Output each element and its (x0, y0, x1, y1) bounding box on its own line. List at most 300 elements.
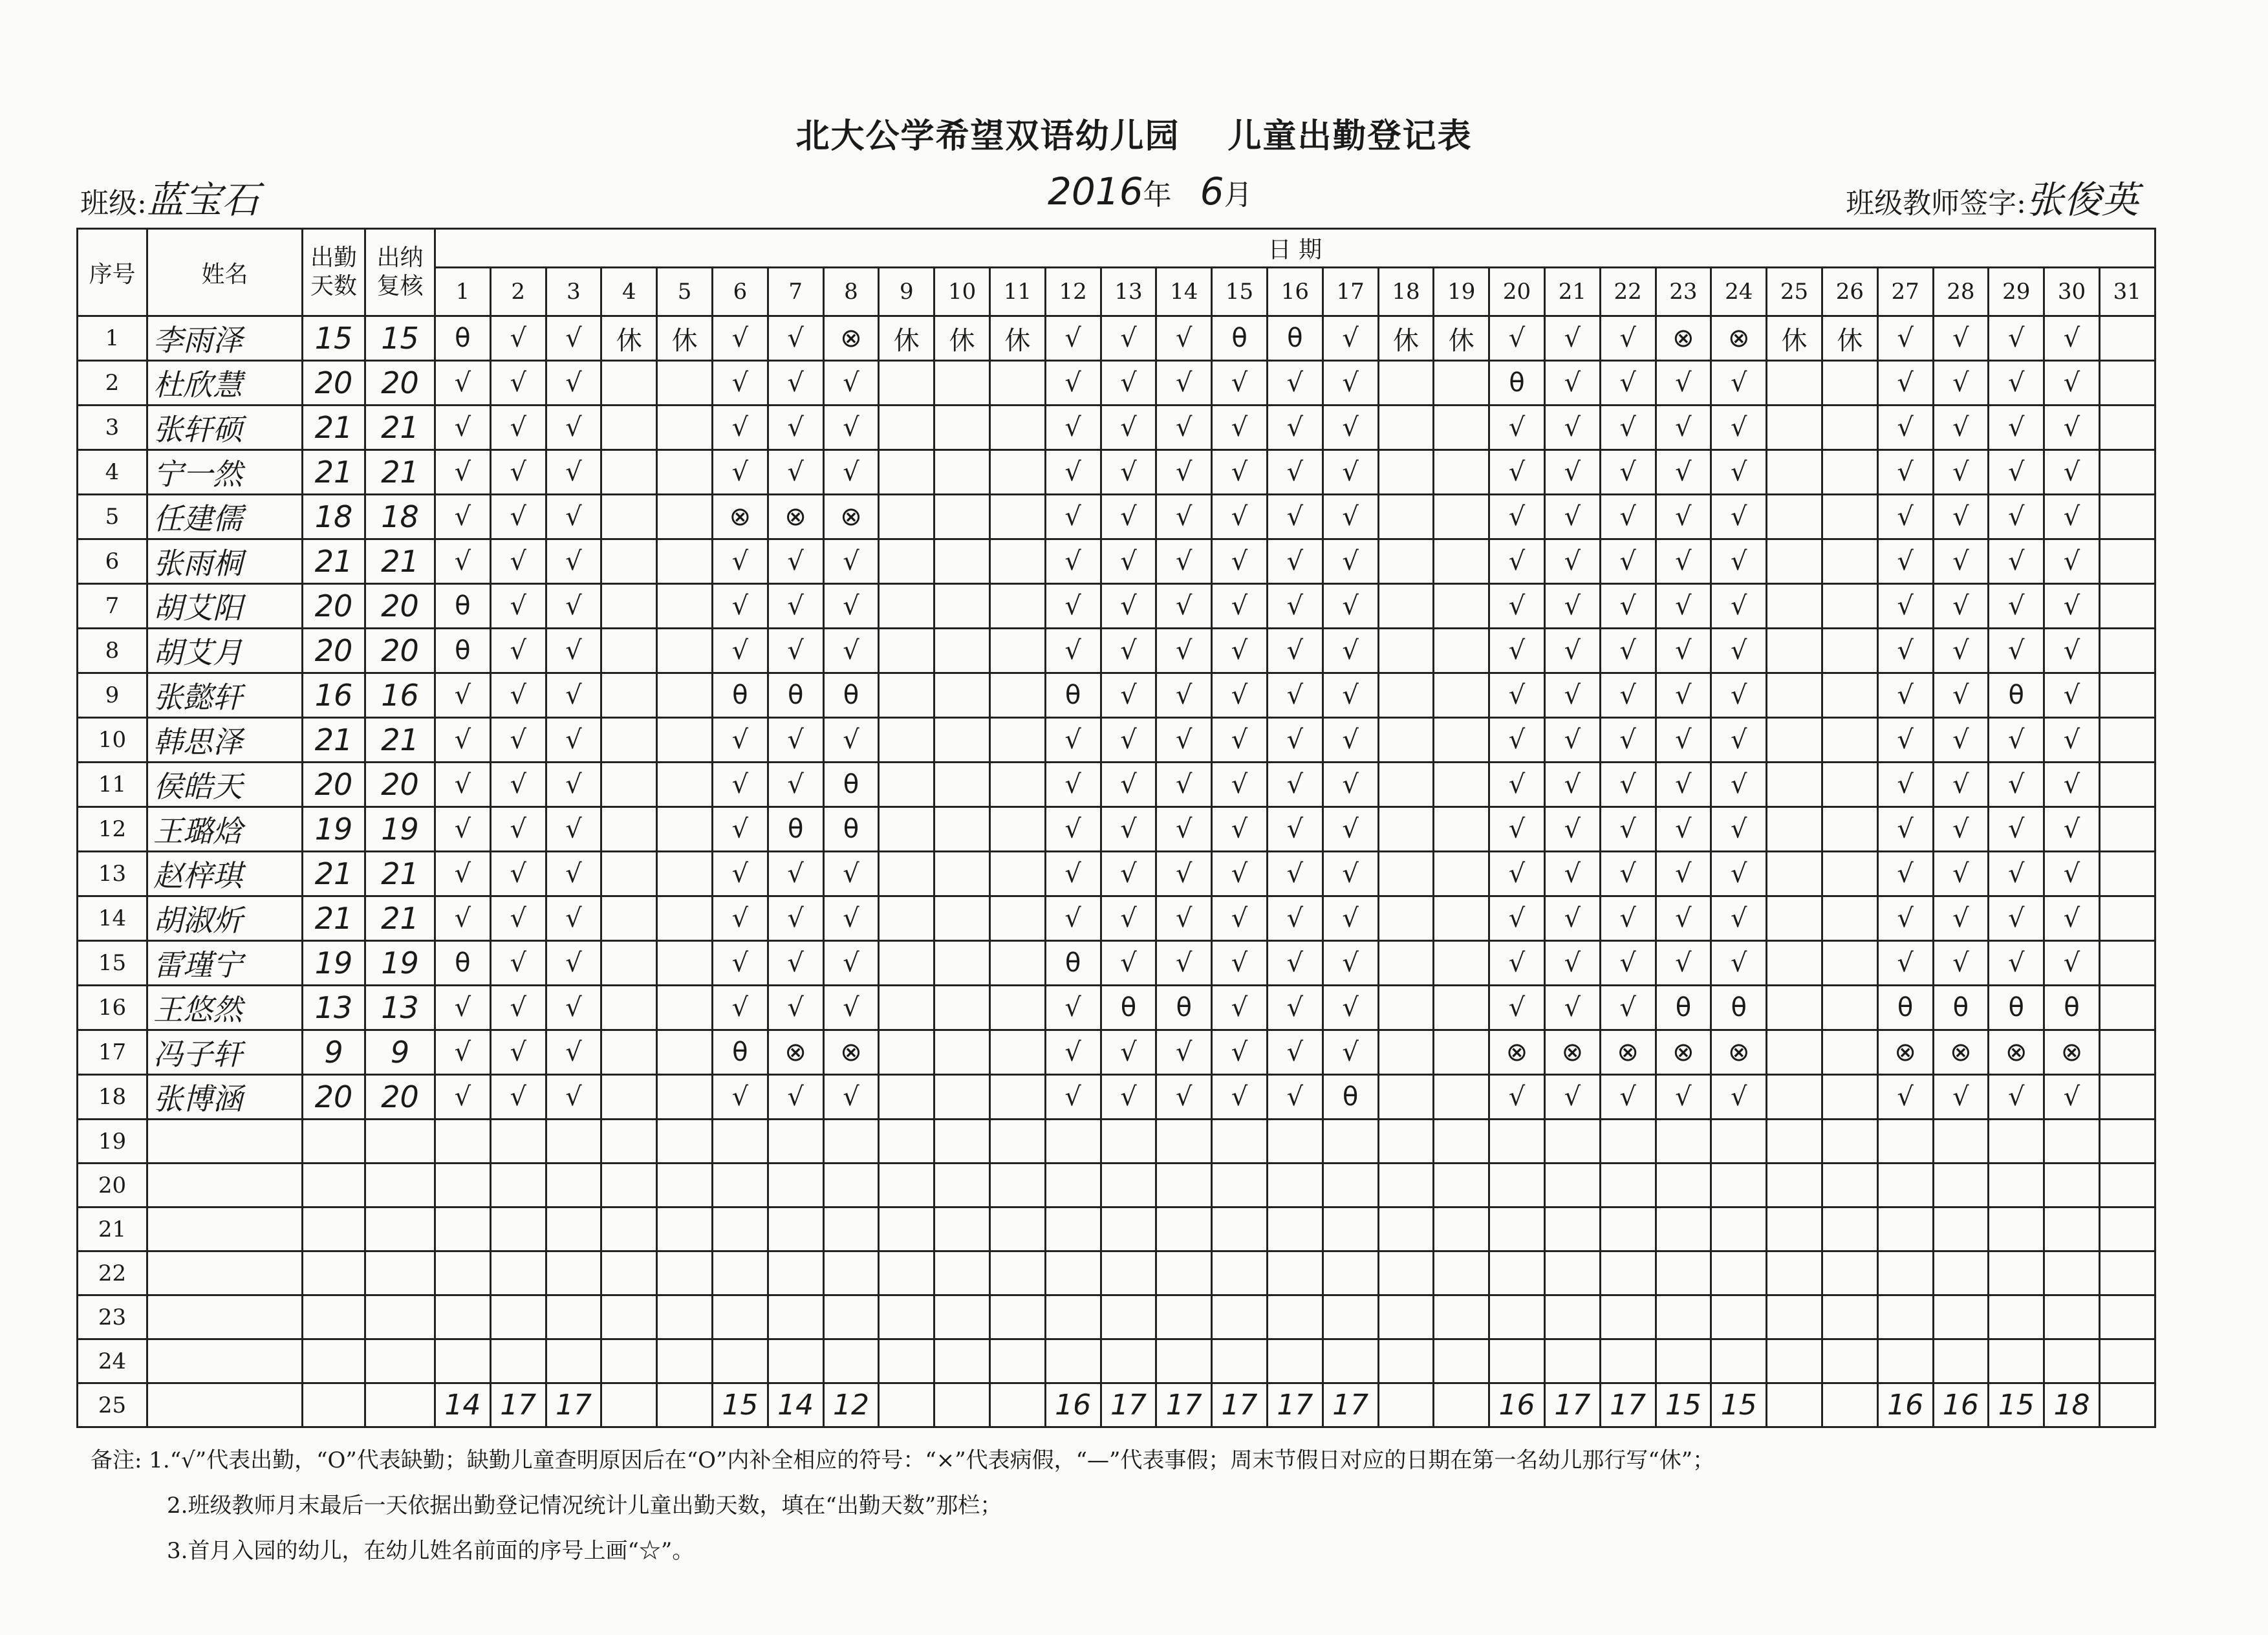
attendance-mark: √ (768, 361, 823, 406)
attendance-mark (1544, 1339, 1600, 1383)
attendance-mark: √ (1544, 986, 1600, 1030)
attendance-mark (1822, 1164, 1877, 1207)
attendance-mark (1544, 1295, 1600, 1339)
attendance-mark: √ (1101, 450, 1156, 495)
attendance-mark: √ (546, 763, 601, 807)
attendance-mark (879, 896, 934, 941)
attendance-mark: √ (1212, 807, 1268, 852)
attendance-mark (1767, 1164, 1822, 1207)
attendance-mark (2099, 673, 2155, 718)
attendance-mark (546, 1120, 601, 1164)
attendance-mark (1933, 1295, 1989, 1339)
attendance-mark (1544, 1251, 1600, 1295)
days-header: 出勤天数 (303, 229, 365, 316)
attendance-mark (879, 941, 934, 986)
attendance-mark: √ (490, 450, 546, 495)
attendance-mark: θ (1989, 986, 2044, 1030)
attendance-mark (1101, 1120, 1156, 1164)
attendance-mark (2099, 852, 2155, 896)
attendance-mark (435, 1339, 491, 1383)
attendance-mark: √ (1045, 361, 1101, 406)
attendance-mark (1323, 1120, 1378, 1164)
child-name: 宁一然 (147, 450, 303, 495)
daily-total (989, 1383, 1045, 1427)
attendance-mark (1267, 1120, 1323, 1164)
attendance-mark (1933, 1339, 1989, 1383)
attendance-mark: √ (1212, 361, 1268, 406)
attendance-mark: √ (435, 1075, 491, 1120)
attendance-mark: √ (712, 1075, 768, 1120)
attendance-mark: θ (1989, 673, 2044, 718)
attendance-mark: √ (1711, 361, 1767, 406)
review-days: 15 (365, 316, 435, 361)
attendance-mark: √ (1101, 941, 1156, 986)
day-header: 5 (657, 268, 713, 316)
attendance-mark (657, 406, 713, 450)
attendance-mark (2099, 1207, 2155, 1251)
attendance-mark (490, 1339, 546, 1383)
attendance-mark (1378, 539, 1434, 584)
attendance-mark (1711, 1164, 1767, 1207)
attendance-mark: √ (1933, 584, 1989, 629)
table-row (78, 1120, 2155, 1164)
attendance-mark (1434, 1295, 1489, 1339)
daily-total: 16 (1489, 1383, 1545, 1427)
attendance-mark: √ (435, 763, 491, 807)
attendance-mark: √ (1711, 807, 1767, 852)
attendance-mark: √ (1267, 539, 1323, 584)
attendance-mark: √ (1267, 450, 1323, 495)
attendance-mark: √ (1600, 896, 1656, 941)
attendance-mark (712, 1207, 768, 1251)
attendance-mark: ⊗ (1711, 1030, 1767, 1075)
attendance-mark (657, 1339, 713, 1383)
attendance-mark (989, 807, 1045, 852)
attendance-mark (989, 1251, 1045, 1295)
table-row (78, 539, 2155, 584)
attendance-mark (1822, 1339, 1877, 1383)
table-row (78, 629, 2155, 673)
attendance-mark: √ (2044, 673, 2100, 718)
child-name: 胡艾月 (147, 629, 303, 673)
attendance-mark (1656, 1339, 1711, 1383)
attendance-mark (823, 1120, 879, 1164)
attendance-mark (1378, 1030, 1434, 1075)
attendance-mark: √ (1045, 406, 1101, 450)
attendance-mark: √ (1989, 495, 2044, 539)
attendance-mark: √ (1045, 584, 1101, 629)
daily-total (1378, 1383, 1434, 1427)
attendance-mark (2044, 1120, 2100, 1164)
attendance-mark: √ (490, 718, 546, 763)
attendance-mark (1933, 1120, 1989, 1164)
attendance-mark: √ (1544, 807, 1600, 852)
attendance-mark: √ (1544, 406, 1600, 450)
attendance-mark (601, 763, 657, 807)
attendance-mark: θ (823, 807, 879, 852)
attendance-mark (1656, 1164, 1711, 1207)
attendance-mark: θ (1711, 986, 1767, 1030)
attendance-mark (1767, 1295, 1822, 1339)
attendance-mark (1822, 1295, 1877, 1339)
attendance-mark (934, 1339, 990, 1383)
attendance-mark (2099, 1075, 2155, 1120)
attendance-mark (1767, 1030, 1822, 1075)
attendance-mark: √ (1045, 316, 1101, 361)
attendance-mark: √ (546, 539, 601, 584)
attendance-mark: θ (435, 629, 491, 673)
attendance-mark: √ (1267, 495, 1323, 539)
attendance-days: 20 (303, 629, 365, 673)
attendance-mark (1822, 1251, 1877, 1295)
child-name (147, 1295, 303, 1339)
table-row (78, 1030, 2155, 1075)
child-name: 侯皓天 (147, 763, 303, 807)
attendance-mark: √ (1156, 896, 1212, 941)
attendance-mark (934, 1075, 990, 1120)
attendance-mark: √ (1600, 986, 1656, 1030)
attendance-mark: √ (490, 1030, 546, 1075)
attendance-mark: √ (1989, 718, 2044, 763)
attendance-mark (879, 1251, 934, 1295)
attendance-mark: √ (2044, 1075, 2100, 1120)
attendance-mark (1434, 763, 1489, 807)
attendance-mark: √ (1933, 629, 1989, 673)
attendance-mark: √ (1544, 1075, 1600, 1120)
attendance-mark (601, 361, 657, 406)
table-row (78, 1075, 2155, 1120)
attendance-mark: √ (2044, 584, 2100, 629)
attendance-mark (657, 673, 713, 718)
attendance-mark (1156, 1120, 1212, 1164)
attendance-mark: 休 (1378, 316, 1434, 361)
attendance-mark (657, 986, 713, 1030)
day-header: 28 (1933, 268, 1989, 316)
review-days (365, 1164, 435, 1207)
attendance-mark: √ (2044, 495, 2100, 539)
attendance-mark (2099, 1120, 2155, 1164)
attendance-mark (879, 406, 934, 450)
attendance-mark (546, 1251, 601, 1295)
attendance-mark (1378, 941, 1434, 986)
attendance-mark: θ (712, 673, 768, 718)
attendance-mark (1767, 450, 1822, 495)
attendance-mark: √ (1600, 629, 1656, 673)
row-number: 9 (78, 673, 147, 718)
attendance-mark (657, 539, 713, 584)
attendance-mark (657, 1164, 713, 1207)
attendance-mark (1656, 1295, 1711, 1339)
attendance-mark (989, 1120, 1045, 1164)
day-header: 2 (490, 268, 546, 316)
attendance-mark (601, 807, 657, 852)
attendance-mark: 休 (1822, 316, 1877, 361)
attendance-mark (879, 1207, 934, 1251)
attendance-mark: √ (1267, 406, 1323, 450)
row-number: 8 (78, 629, 147, 673)
attendance-mark: √ (435, 852, 491, 896)
attendance-mark: √ (546, 807, 601, 852)
attendance-mark (934, 1120, 990, 1164)
attendance-mark (2099, 495, 2155, 539)
attendance-mark (657, 1120, 713, 1164)
attendance-mark (1822, 1075, 1877, 1120)
attendance-mark: θ (435, 316, 491, 361)
attendance-mark: √ (1656, 406, 1711, 450)
attendance-mark: √ (1656, 718, 1711, 763)
attendance-mark: θ (1101, 986, 1156, 1030)
attendance-mark (879, 673, 934, 718)
attendance-mark: √ (823, 941, 879, 986)
attendance-mark (601, 1251, 657, 1295)
attendance-mark: √ (1323, 718, 1378, 763)
attendance-mark (2099, 629, 2155, 673)
attendance-mark: √ (1212, 673, 1268, 718)
attendance-mark: √ (1489, 673, 1545, 718)
attendance-mark: θ (435, 941, 491, 986)
child-name: 王璐焓 (147, 807, 303, 852)
attendance-mark (1045, 1164, 1101, 1207)
attendance-mark (934, 852, 990, 896)
attendance-mark (934, 450, 990, 495)
attendance-mark: ⊗ (1600, 1030, 1656, 1075)
attendance-mark (490, 1251, 546, 1295)
attendance-days: 21 (303, 718, 365, 763)
attendance-mark: √ (1711, 450, 1767, 495)
attendance-mark (601, 1295, 657, 1339)
attendance-mark: √ (1933, 406, 1989, 450)
attendance-mark (1212, 1339, 1268, 1383)
attendance-mark: √ (1489, 495, 1545, 539)
attendance-mark: √ (546, 673, 601, 718)
table-row (78, 316, 2155, 361)
attendance-mark: ⊗ (1544, 1030, 1600, 1075)
attendance-table (76, 228, 2156, 1428)
table-row (78, 1164, 2155, 1207)
attendance-days: 20 (303, 584, 365, 629)
day-header: 24 (1711, 268, 1767, 316)
attendance-mark: √ (1656, 629, 1711, 673)
attendance-mark: ⊗ (712, 495, 768, 539)
daily-total: 15 (1656, 1383, 1711, 1427)
day-header: 1 (435, 268, 491, 316)
attendance-mark: √ (768, 1075, 823, 1120)
attendance-mark: √ (1600, 1075, 1656, 1120)
page-title: 北大公学希望双语幼儿园 儿童出勤登记表 (795, 116, 1473, 156)
child-name: 赵梓琪 (147, 852, 303, 896)
attendance-mark: √ (1156, 495, 1212, 539)
attendance-mark: √ (1212, 941, 1268, 986)
attendance-mark: θ (1323, 1075, 1378, 1120)
empty-cell (303, 1383, 365, 1427)
child-name: 张懿轩 (147, 673, 303, 718)
attendance-mark (435, 1251, 491, 1295)
attendance-mark: √ (1267, 852, 1323, 896)
attendance-mark (657, 852, 713, 896)
attendance-mark: √ (1544, 852, 1600, 896)
day-header: 17 (1323, 268, 1378, 316)
daily-total (601, 1383, 657, 1427)
attendance-mark: √ (1600, 361, 1656, 406)
attendance-days: 19 (303, 807, 365, 852)
attendance-mark (1822, 1120, 1877, 1164)
attendance-mark (1822, 629, 1877, 673)
attendance-mark: √ (768, 584, 823, 629)
attendance-mark (1434, 1251, 1489, 1295)
attendance-mark: √ (1711, 584, 1767, 629)
attendance-mark: √ (490, 539, 546, 584)
attendance-mark: √ (1489, 763, 1545, 807)
day-header: 4 (601, 268, 657, 316)
attendance-mark (934, 1207, 990, 1251)
attendance-mark: √ (1989, 361, 2044, 406)
attendance-mark: θ (1045, 673, 1101, 718)
empty-cell (365, 1383, 435, 1427)
attendance-mark: √ (1156, 852, 1212, 896)
attendance-mark: ⊗ (823, 1030, 879, 1075)
attendance-mark (1989, 1164, 2044, 1207)
daily-total: 16 (1877, 1383, 1933, 1427)
attendance-mark: √ (1600, 763, 1656, 807)
attendance-mark (490, 1120, 546, 1164)
attendance-mark (1434, 852, 1489, 896)
review-days: 13 (365, 986, 435, 1030)
attendance-mark: √ (1600, 941, 1656, 986)
teacher-signature: 张俊英 (2025, 178, 2139, 222)
attendance-mark: √ (1600, 539, 1656, 584)
attendance-mark: √ (490, 896, 546, 941)
attendance-mark: √ (1323, 450, 1378, 495)
attendance-mark (1711, 1251, 1767, 1295)
attendance-mark (1378, 361, 1434, 406)
attendance-mark: √ (1045, 986, 1101, 1030)
attendance-mark (1323, 1251, 1378, 1295)
attendance-mark: √ (1600, 584, 1656, 629)
attendance-mark (1822, 1207, 1877, 1251)
row-number: 10 (78, 718, 147, 763)
day-header: 30 (2044, 268, 2100, 316)
attendance-mark (989, 673, 1045, 718)
attendance-mark (879, 629, 934, 673)
attendance-mark: √ (768, 718, 823, 763)
attendance-mark: √ (2044, 450, 2100, 495)
attendance-mark: √ (1711, 763, 1767, 807)
attendance-mark (1378, 1207, 1434, 1251)
attendance-mark: √ (1489, 896, 1545, 941)
attendance-mark: √ (712, 896, 768, 941)
review-days: 20 (365, 629, 435, 673)
attendance-mark (1600, 1120, 1656, 1164)
attendance-mark: √ (2044, 361, 2100, 406)
attendance-mark: √ (1212, 629, 1268, 673)
attendance-mark: √ (1045, 1030, 1101, 1075)
attendance-mark (2044, 1207, 2100, 1251)
attendance-mark: √ (1989, 584, 2044, 629)
attendance-mark: √ (1101, 1030, 1156, 1075)
attendance-mark: ⊗ (1877, 1030, 1933, 1075)
attendance-mark (657, 450, 713, 495)
attendance-mark: √ (1544, 718, 1600, 763)
attendance-mark: √ (1544, 316, 1600, 361)
attendance-mark (1544, 1164, 1600, 1207)
child-name: 李雨泽 (147, 316, 303, 361)
attendance-mark: √ (435, 406, 491, 450)
attendance-mark (934, 1295, 990, 1339)
attendance-mark: √ (768, 406, 823, 450)
attendance-mark (1767, 852, 1822, 896)
attendance-mark: √ (1156, 361, 1212, 406)
attendance-mark (823, 1339, 879, 1383)
daily-total (657, 1383, 713, 1427)
day-header: 23 (1656, 268, 1711, 316)
attendance-days (303, 1295, 365, 1339)
attendance-mark: √ (1989, 539, 2044, 584)
attendance-mark: √ (546, 450, 601, 495)
row-number: 14 (78, 896, 147, 941)
attendance-mark: √ (1101, 718, 1156, 763)
attendance-mark: √ (435, 495, 491, 539)
attendance-mark (1434, 807, 1489, 852)
attendance-mark (768, 1164, 823, 1207)
class-value: 蓝宝石 (146, 178, 259, 222)
attendance-mark (1877, 1207, 1933, 1251)
attendance-mark (1822, 584, 1877, 629)
attendance-mark (1767, 539, 1822, 584)
attendance-mark: √ (1656, 852, 1711, 896)
attendance-mark (2099, 941, 2155, 986)
attendance-mark (989, 539, 1045, 584)
attendance-mark: √ (823, 986, 879, 1030)
attendance-mark (1434, 941, 1489, 986)
attendance-mark: √ (1656, 361, 1711, 406)
attendance-mark (989, 1075, 1045, 1120)
row-number: 12 (78, 807, 147, 852)
attendance-mark (657, 495, 713, 539)
attendance-mark (1822, 986, 1877, 1030)
attendance-mark (657, 361, 713, 406)
review-days: 20 (365, 361, 435, 406)
class-field (80, 169, 259, 224)
attendance-mark: √ (823, 450, 879, 495)
attendance-mark (1267, 1207, 1323, 1251)
attendance-mark (601, 450, 657, 495)
attendance-mark (879, 1120, 934, 1164)
attendance-mark (1489, 1120, 1545, 1164)
attendance-mark (1877, 1295, 1933, 1339)
table-row (78, 1295, 2155, 1339)
attendance-mark: √ (712, 763, 768, 807)
attendance-mark (657, 807, 713, 852)
attendance-mark (934, 763, 990, 807)
attendance-mark (1434, 495, 1489, 539)
attendance-mark (2099, 406, 2155, 450)
attendance-mark: ⊗ (768, 495, 823, 539)
row-number: 11 (78, 763, 147, 807)
attendance-mark (1045, 1295, 1101, 1339)
attendance-mark: √ (1933, 896, 1989, 941)
attendance-mark (490, 1207, 546, 1251)
attendance-mark: √ (490, 584, 546, 629)
child-name: 胡艾阳 (147, 584, 303, 629)
attendance-days: 13 (303, 986, 365, 1030)
attendance-mark (1378, 852, 1434, 896)
attendance-mark: √ (1212, 896, 1268, 941)
attendance-mark (546, 1295, 601, 1339)
attendance-mark (1434, 1164, 1489, 1207)
attendance-mark: √ (2044, 316, 2100, 361)
attendance-mark: √ (1323, 1030, 1378, 1075)
attendance-mark: √ (2044, 896, 2100, 941)
